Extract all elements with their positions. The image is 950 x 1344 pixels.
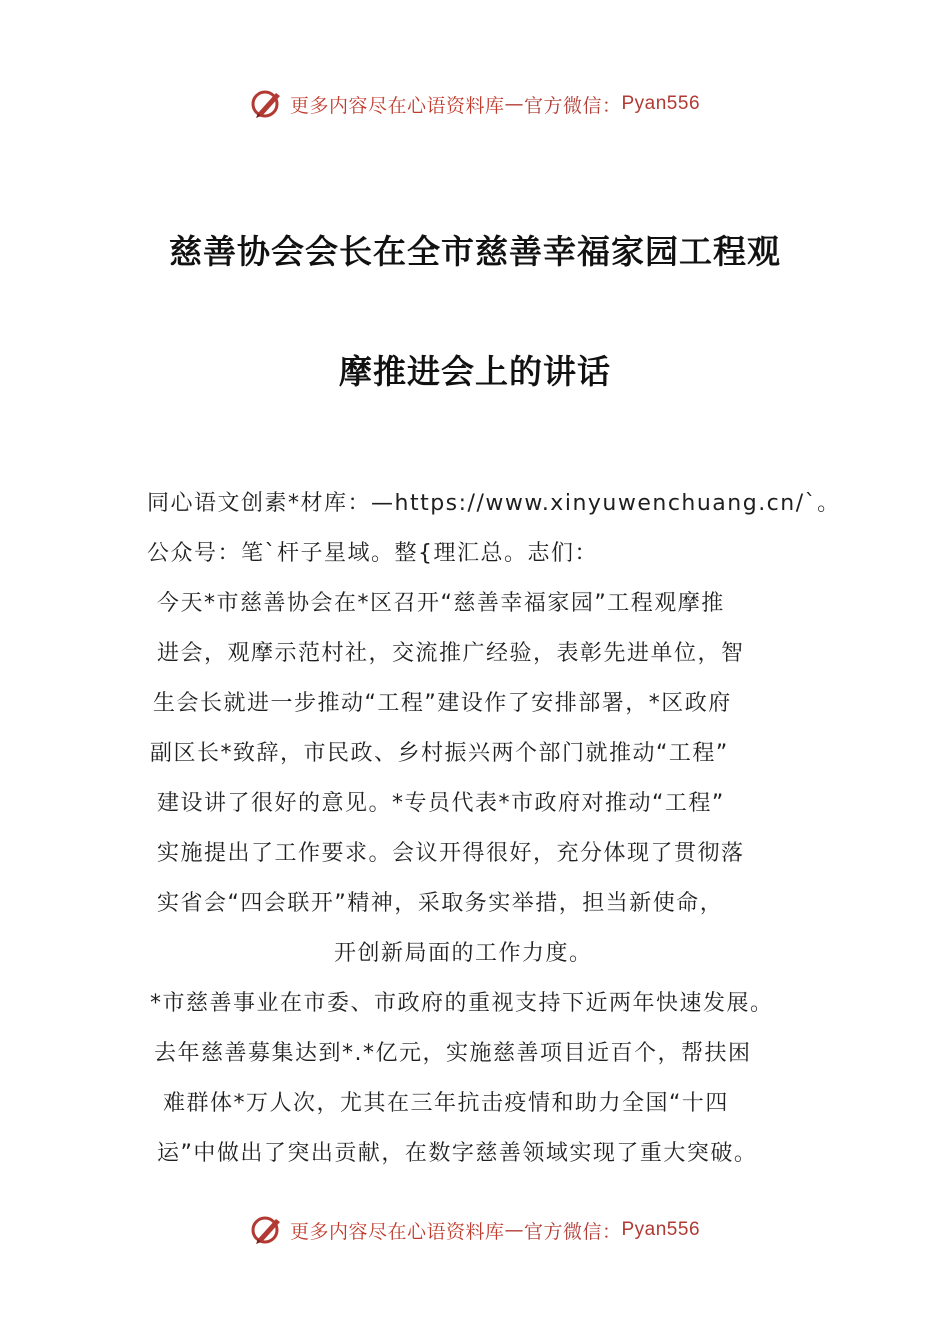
banner-wechat-label: 官方微信： <box>523 94 622 117</box>
body-line: *市慈善事业在市委、市政府的重视支持下近两年快速发展。 <box>150 991 774 1016</box>
body-line: 建设讲了很好的意见。*专员代表*市政府对推动“工程” <box>157 791 725 816</box>
pen-circle-icon <box>250 87 284 121</box>
header-banner <box>0 84 950 124</box>
pen-circle-icon <box>250 1213 284 1247</box>
body-line: 进会，观摩示范村社，交流推广经验，表彰先进单位，智 <box>157 641 745 666</box>
body-line: 同心语文创素*材库：—https://www.xinyuwenchuang.cn/`。 <box>147 491 841 516</box>
body-line: 公众号：笔`杆子星域。整{理汇总。志们： <box>147 541 598 566</box>
body-line: 难群体*万人次，尤其在三年抗击疫情和助力全国“十四 <box>163 1091 729 1116</box>
body-line: 开创新局面的工作力度。 <box>334 941 593 966</box>
banner-main-text: 更多内容尽在心语资料库 <box>289 1220 505 1243</box>
banner-wechat-label: 官方微信： <box>523 1220 622 1243</box>
banner-main-text: 更多内容尽在心语资料库 <box>289 94 505 117</box>
body-line: 今天*市慈善协会在*区召开“慈善幸福家园”工程观摩推 <box>157 591 725 616</box>
body-line: 实省会“四会联开”精神，采取务实举措，担当新使命， <box>157 891 724 916</box>
body-line: 去年慈善募集达到*.*亿元，实施慈善项目近百个，帮扶困 <box>154 1041 752 1066</box>
banner-dash: — <box>504 1219 524 1241</box>
banner-dash: — <box>504 93 524 115</box>
body-line: 副区长*致辞，市民政、乡村振兴两个部门就推动“工程” <box>150 741 729 766</box>
banner-wechat-id: Pyan556 <box>621 93 701 114</box>
document-title-line-2: 摩推进会上的讲话 <box>339 352 611 391</box>
document-title-line-1: 慈善协会会长在全市慈善幸福家园工程观 <box>169 232 781 271</box>
body-line: 实施提出了工作要求。会议开得很好，充分体现了贯彻落 <box>157 841 745 866</box>
footer-banner <box>0 1210 950 1250</box>
body-line: 生会长就进一步推动“工程”建设作了安排部署，*区政府 <box>153 691 732 716</box>
body-line: 运”中做出了突出贡献，在数字慈善领域实现了重大突破。 <box>157 1141 758 1166</box>
banner-wechat-id: Pyan556 <box>621 1219 701 1240</box>
